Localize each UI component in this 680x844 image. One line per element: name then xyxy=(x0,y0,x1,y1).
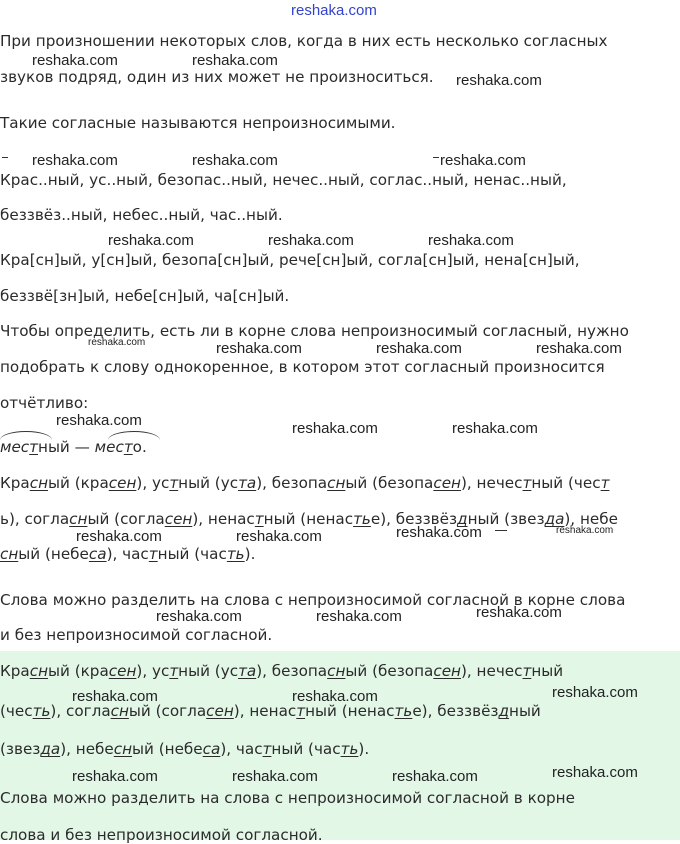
underlined-letters: ть xyxy=(394,702,413,720)
text-line xyxy=(0,510,618,528)
text-segment: ный (час xyxy=(157,545,227,563)
underlined-letters: та xyxy=(238,474,257,492)
answer-line xyxy=(0,662,563,680)
watermark: reshaka.com xyxy=(236,528,322,545)
underlined-letters: са xyxy=(88,545,107,563)
text-line xyxy=(0,474,609,492)
text-segment: ), ненас xyxy=(192,510,255,528)
answer-line: Слова можно разделить на слова с непроизносимой согласной в корне xyxy=(0,789,575,807)
text-line: При произношении некоторых слов, когда в них есть несколько согласных xyxy=(0,32,608,50)
watermark-top: reshaka.com xyxy=(291,2,377,19)
underlined-letters: сн xyxy=(110,702,129,720)
text-segment: ный (ненас xyxy=(305,702,395,720)
watermark: reshaka.com xyxy=(556,525,614,536)
text-line: Такие согласные называются непроизносимыми. xyxy=(0,114,396,132)
underlined-letters: т xyxy=(254,510,264,528)
underlined-letters: т xyxy=(522,662,532,680)
watermark: reshaka.com xyxy=(536,340,622,357)
text-segment: ый (безопа xyxy=(345,474,434,492)
watermark: reshaka.com xyxy=(32,52,118,69)
underlined-letters: са xyxy=(202,740,221,758)
underlined-letters: сен xyxy=(108,662,137,680)
watermark: reshaka.com xyxy=(232,768,318,785)
dash-mark xyxy=(495,530,507,531)
underlined-letters: ть xyxy=(32,702,51,720)
text-segment: ), ус xyxy=(136,662,170,680)
text-segment: ), нечес xyxy=(460,474,523,492)
underlined-letters: т xyxy=(296,702,306,720)
text-segment: ), согла xyxy=(50,702,111,720)
watermark: reshaka.com xyxy=(376,340,462,357)
text-segment: е), беззвёз xyxy=(412,702,499,720)
text-segment: ый (небе xyxy=(18,545,89,563)
text-segment: ), нечес xyxy=(460,662,523,680)
watermark: reshaka.com xyxy=(88,337,146,348)
underlined-letters: т xyxy=(169,662,179,680)
underlined-letters: да xyxy=(40,740,61,758)
underlined-letters: сен xyxy=(433,474,461,492)
text-segment: Кра xyxy=(0,662,30,680)
text-segment: ), час xyxy=(106,545,149,563)
text-segment: (звез xyxy=(0,740,41,758)
text-segment: ый (кра xyxy=(48,662,109,680)
watermark: reshaka.com xyxy=(76,528,162,545)
watermark: reshaka.com xyxy=(216,340,302,357)
watermark: reshaka.com xyxy=(72,768,158,785)
underlined-letters: ть xyxy=(340,740,359,758)
watermark: reshaka.com xyxy=(292,688,378,705)
text-segment: ный xyxy=(509,702,541,720)
watermark: reshaka.com xyxy=(268,232,354,249)
text-segment: ный (ненас xyxy=(263,510,354,528)
text-line: подобрать к слову однокоренное, в котором этот согласный произносится xyxy=(0,358,605,376)
text-line xyxy=(0,545,255,563)
underlined-letters: ть xyxy=(226,545,245,563)
underlined-letters: д xyxy=(498,702,510,720)
text-segment: ый (небе xyxy=(132,740,203,758)
text-segment: ). xyxy=(358,740,370,758)
example-line: местный — место. xyxy=(0,438,147,456)
underlined-letters: сен xyxy=(164,510,193,528)
text-line: беззвёз..ный, небес..ный, час..ный. xyxy=(0,206,283,224)
watermark: reshaka.com xyxy=(396,524,482,541)
underlined-letters: сен xyxy=(433,662,461,680)
text-line: Кра[сн]ый, у[сн]ый, безопа[сн]ый, рече[сн]ый, согла[сн]ый, нена[сн]ый, xyxy=(0,251,580,269)
root-arc xyxy=(108,431,160,440)
text-line: отчётливо: xyxy=(0,394,89,412)
watermark: reshaka.com xyxy=(72,688,158,705)
text-segment: ный xyxy=(531,662,564,680)
text-segment: ый (согла xyxy=(128,702,207,720)
text-line: звуков подряд, один из них может не произноситься. xyxy=(0,68,434,86)
text-segment: е), беззвёз xyxy=(370,510,458,528)
text-segment: ный (ус xyxy=(178,474,239,492)
text-line: и без непроизносимой согласной. xyxy=(0,626,273,644)
underlined-letters: д xyxy=(457,510,468,528)
text-segment: ый (кра xyxy=(48,474,109,492)
underlined-letters: сн xyxy=(327,662,346,680)
watermark: reshaka.com xyxy=(292,420,378,437)
underlined-letters: сн xyxy=(327,474,346,492)
text-segment: ый (согла xyxy=(87,510,165,528)
watermark: reshaka.com xyxy=(476,604,562,621)
underlined-letters: сен xyxy=(206,702,234,720)
underlined-letters: ть xyxy=(353,510,371,528)
text-segment: ), безопа xyxy=(256,474,328,492)
text-segment: ный (чес xyxy=(531,474,601,492)
text-segment: ый (безопа xyxy=(345,662,434,680)
text-segment: (чес xyxy=(0,702,33,720)
underlined-letters: т xyxy=(522,474,532,492)
watermark: reshaka.com xyxy=(452,420,538,437)
text-segment: ь), согла xyxy=(0,510,70,528)
watermark: reshaka.com xyxy=(192,52,278,69)
example-word-a: мест xyxy=(0,438,39,456)
underlined-letters: сн xyxy=(29,662,49,680)
dash-mark xyxy=(433,157,439,158)
underlined-letters: сн xyxy=(0,545,19,563)
text-segment: ). xyxy=(244,545,256,563)
text-segment: Кра xyxy=(0,474,30,492)
underlined-letters: сн xyxy=(69,510,88,528)
dash-mark xyxy=(2,157,8,158)
text-segment: ), безопа xyxy=(256,662,328,680)
text-segment: ), небе xyxy=(60,740,114,758)
watermark: reshaka.com xyxy=(392,768,478,785)
watermark: reshaka.com xyxy=(428,232,514,249)
underlined-letters: т xyxy=(148,545,158,563)
text-segment: ный (час xyxy=(271,740,341,758)
watermark: reshaka.com xyxy=(156,608,242,625)
text-line: Слова можно разделить на слова с непроизносимой согласной в корне слова xyxy=(0,591,626,609)
watermark: reshaka.com xyxy=(552,764,638,781)
text-segment: ), ненас xyxy=(233,702,297,720)
watermark: reshaka.com xyxy=(552,684,638,701)
text-segment: ), небе xyxy=(564,510,618,528)
underlined-letters: сен xyxy=(108,474,137,492)
underlined-letters: т xyxy=(600,474,610,492)
underlined-letters: сн xyxy=(113,740,133,758)
text-segment: ), ус xyxy=(136,474,170,492)
text-line: Крас..ный, ус..ный, безопас..ный, нечес..ный, соглас..ный, ненас..ный, xyxy=(0,171,567,189)
root-arc xyxy=(0,431,52,440)
watermark: reshaka.com xyxy=(32,152,118,169)
underlined-letters: сн xyxy=(29,474,49,492)
underlined-letters: та xyxy=(238,662,257,680)
watermark: reshaka.com xyxy=(108,232,194,249)
underlined-letters: т xyxy=(169,474,179,492)
text-line: беззвё[зн]ый, небе[сн]ый, ча[сн]ый. xyxy=(0,287,290,305)
watermark: reshaka.com xyxy=(192,152,278,169)
text-line: Чтобы определить, есть ли в корне слова непроизносимый согласный, нужно xyxy=(0,322,629,340)
text-segment: ный (звез xyxy=(467,510,545,528)
underlined-letters: да xyxy=(544,510,565,528)
text-segment: ), час xyxy=(220,740,263,758)
watermark: reshaka.com xyxy=(440,152,526,169)
example-word-b: мест xyxy=(94,438,133,456)
watermark: reshaka.com xyxy=(56,412,142,429)
watermark: reshaka.com xyxy=(316,608,402,625)
text-segment: ный (ус xyxy=(178,662,239,680)
answer-line xyxy=(0,740,369,758)
underlined-letters: т xyxy=(262,740,272,758)
watermark: reshaka.com xyxy=(456,72,542,89)
answer-line: слова и без непроизносимой согласной. xyxy=(0,826,323,844)
